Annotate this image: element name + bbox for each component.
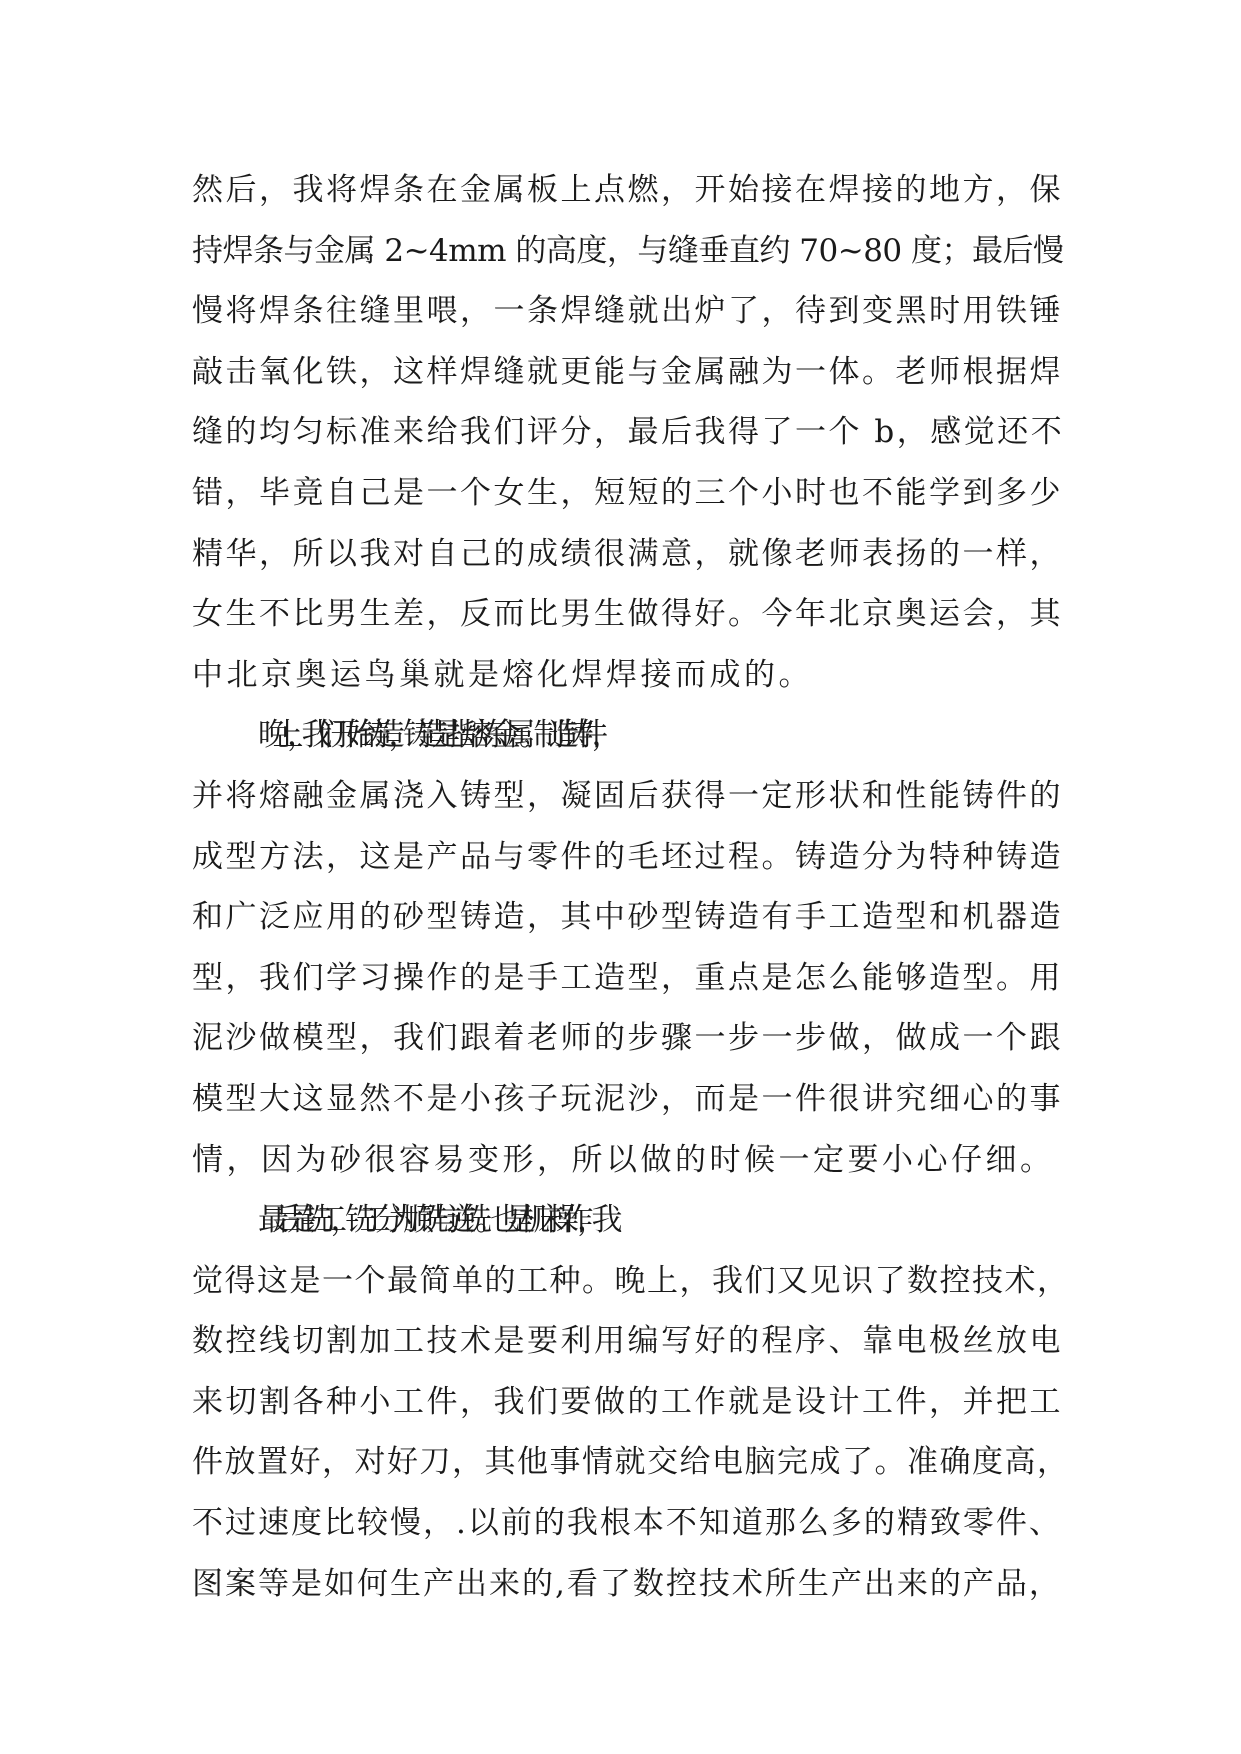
text-line: 件放置好，对好刀，其他事情就交给电脑完成了。准确度高， (192, 1444, 1070, 1481)
text-line: 不过速度比较慢，.以前的我根本不知道那么多的精致零件、 (192, 1505, 1062, 1542)
text-line: 然后，我将焊条在金属板上点燃，开始接在焊接的地方，保 (192, 172, 1063, 208)
text-line: 缝的均匀标准来给我们评分，最后我得了一个 b，感觉还不 (192, 414, 1065, 451)
text-line: 和广泛应用的砂型铸造，其中砂型铸造有手工造型和机器造 (192, 899, 1063, 936)
text-line: 泥沙做模型，我们跟着老师的步骤一步一步做，做成一个跟 (192, 1020, 1063, 1057)
text-line: 情，因为砂很容易变形，所以做的时候一定要小心仔细。 (192, 1141, 1055, 1178)
text-line: 敲击氧化铁，这样焊缝就更能与金属融为一体。老师根据焊 (192, 353, 1063, 390)
text-line: 最后是铣工，铣工分为顺铣与逆铣。也是机床操作，我 (258, 1202, 606, 1239)
body-text (192, 160, 1072, 1614)
text-line: 并将熔融金属浇入铸型，凝固后获得一定形状和性能铸件的 (192, 777, 1063, 814)
text-line: 来切割各种小工件，我们要做的工作就是设计工件，并把工 (192, 1383, 1063, 1420)
text-line: 错，毕竟自己是一个女生，短短的三个小时也不能学到多少 (192, 474, 1063, 511)
text-line: 图案等是如何生产出来的,看了数控技术所生产出来的产品， (192, 1565, 1062, 1602)
text-line: 成型方法，这是产品与零件的毛坯过程。铸造分为特种铸造 (192, 838, 1063, 875)
text-line: 数控线切割加工技术是要利用编写好的程序、靠电极丝放电 (192, 1323, 1063, 1360)
text-line: 中北京奥运鸟巢就是熔化焊焊接而成的。 (192, 656, 813, 693)
text-line: 精华，所以我对自己的成绩很满意，就像老师表扬的一样， (192, 535, 1063, 572)
text-line: 模型大这显然不是小孩子玩泥沙，而是一件很讲究细心的事 (192, 1080, 1063, 1117)
text-line: 觉得这是一个最简单的工种。晚上，我们又见识了数控技术， (192, 1262, 1070, 1299)
text-line: 慢将焊条往缝里喂，一条焊缝就出炉了，待到变黑时用铁锤 (192, 293, 1063, 330)
text-line: 晚上，我们开始铸造，铸造是指熔炼金属。制造铸件， (258, 717, 606, 754)
text-line: 女生不比男生差，反而比男生做得好。今年北京奥运会，其 (192, 596, 1063, 633)
text-line: 持焊条与金属 2~4mm 的高度，与缝垂直约 70~80 度；最后慢 (192, 232, 1064, 269)
text-line: 型，我们学习操作的是手工造型，重点是怎么能够造型。用 (192, 959, 1063, 996)
